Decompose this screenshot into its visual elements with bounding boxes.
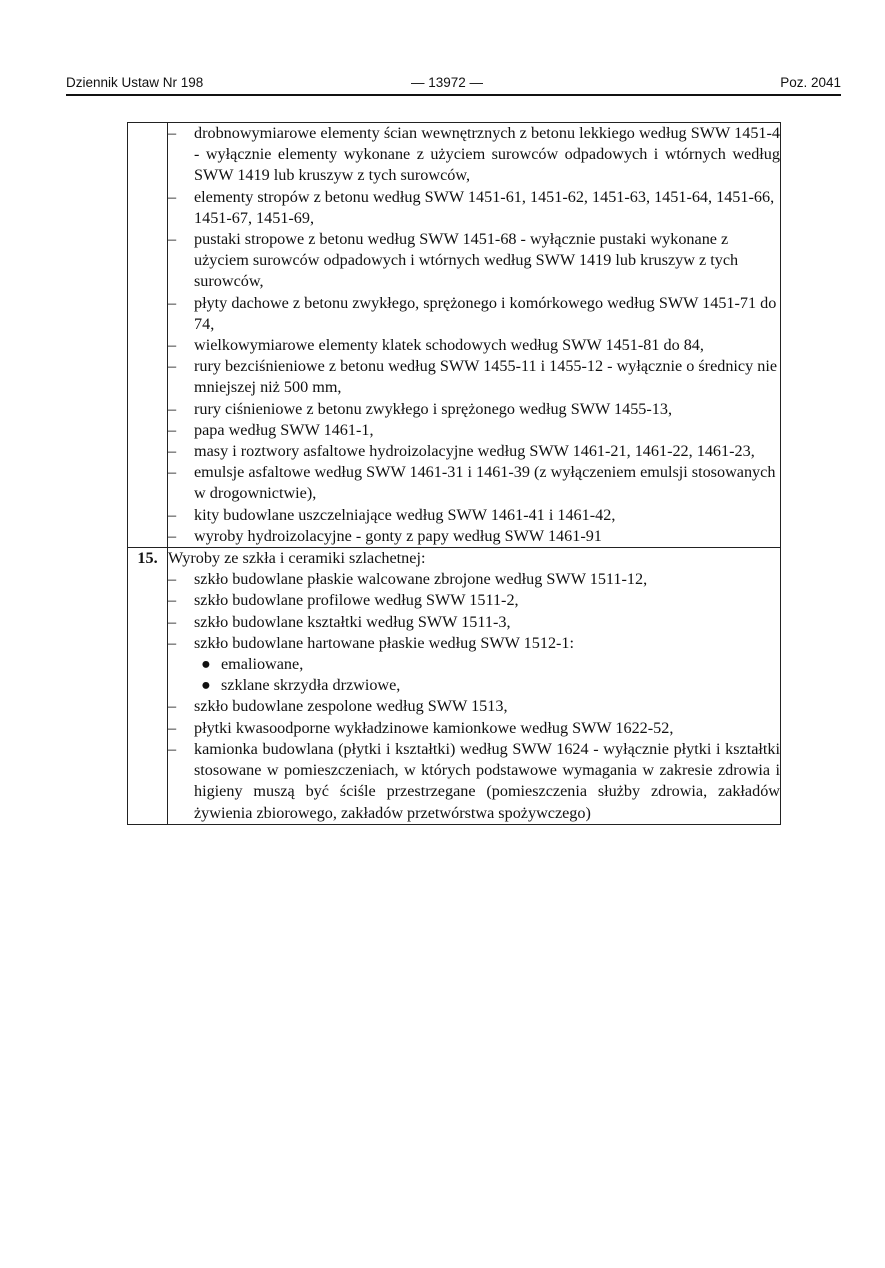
page-header [66,75,841,95]
dash-marker: – [168,570,177,589]
dash-marker: – [168,526,177,545]
dash-marker: – [168,612,177,631]
list-item: – płyty dachowe z betonu zwykłego, sprężonego i komórkowego według SWW 1451-71 do 74, [168,293,777,333]
list-item: – rury bezciśnieniowe z betonu według SWW 1455-11 i 1455-12 - wyłącznie o średnicy nie mniejszej niż 500 mm, [168,357,778,397]
sub-list-item: ● emaliowane, [168,654,780,675]
list-item: – masy i roztwory asfaltowe hydroizolacyjne według SWW 1461-21, 1461-22, 1461-23, [168,441,780,462]
dash-marker: – [168,336,177,355]
regulation-table [127,122,781,825]
dash-marker: – [168,739,177,758]
list-item: – płytki kwasoodporne wykładzinowe kamionkowe według SWW 1622-52, [168,718,780,739]
dash-marker: – [168,357,177,376]
row-content [168,548,781,825]
bullet-icon: ● [201,676,211,695]
dash-marker: – [168,442,177,461]
dash-marker: – [168,718,177,737]
dash-marker: – [168,293,177,312]
section-heading: Wyroby ze szkła i ceramiki szlachetnej: [168,549,426,568]
position-number: Poz. 2041 [780,75,841,90]
dash-marker: – [168,399,177,418]
row-number [128,123,168,548]
dash-marker: – [168,591,177,610]
dash-marker: – [168,463,177,482]
list-item: – szkło budowlane kształtki według SWW 1511-3, [168,612,780,633]
list-item: – szkło budowlane płaskie walcowane zbrojone według SWW 1511-12, [168,569,780,590]
dash-marker: – [168,697,177,716]
dash-marker: – [168,505,177,524]
list-item: – wyroby hydroizolacyjne - gonty z papy według SWW 1461-91 [168,526,780,547]
journal-title: Dziennik Ustaw Nr 198 [66,75,204,90]
row-content [168,123,781,548]
dash-marker: – [168,230,177,249]
dash-marker: – [168,633,177,652]
row-number: 15. [128,548,168,825]
table-row [128,123,781,548]
dash-marker: – [168,187,177,206]
header-rule [66,94,841,96]
dash-marker: – [168,420,177,439]
list-item: – pustaki stropowe z betonu według SWW 1451-68 - wyłącznie pustaki wykonane z użyciem surowców odpadowych i wtórnych według SWW 1419 lub kruszyw z tych surowców, [168,230,739,291]
list-item: – szkło budowlane zespolone według SWW 1513, [168,696,780,717]
table-row [128,548,781,825]
list-item: – szkło budowlane hartowane płaskie według SWW 1512-1: [168,633,780,654]
list-item: – elementy stropów z betonu według SWW 1451-61, 1451-62, 1451-63, 1451-64, 1451-66, 1451-67, 1451-69, [168,187,775,227]
dash-marker: – [168,124,177,142]
bullet-icon: ● [201,655,211,674]
list-item: – drobnowymiarowe elementy ścian wewnętrznych z betonu lekkiego według SWW 1451-4 - wyłącznie elementy wykonane z użyciem surowców odpadowych i wtórnych według SWW 1419 lub kruszyw z tych surowców, [168,124,780,185]
sub-list-item: ● szklane skrzydła drzwiowe, [168,675,780,696]
list-item: – szkło budowlane profilowe według SWW 1511-2, [168,590,780,611]
list-item: – kity budowlane uszczelniające według SWW 1461-41 i 1461-42, [168,505,780,526]
list-item: – rury ciśnieniowe z betonu zwykłego i sprężonego według SWW 1455-13, [168,399,780,420]
list-item: – emulsje asfaltowe według SWW 1461-31 i 1461-39 (z wyłączeniem emulsji stosowanych w drogownictwie), [168,463,776,503]
list-item: – wielkowymiarowe elementy klatek schodowych według SWW 1451-81 do 84, [168,335,780,356]
list-item: – papa według SWW 1461-1, [168,420,780,441]
page-number: — 13972 — [411,75,484,90]
list-item: – kamionka budowlana (płytki i kształtki) według SWW 1624 - wyłącznie płytki i kształtki stosowane w pomieszczeniach, w których podstawowe wymagania w zakresie zdrowia i higieny muszą być ściśle przestrzegane (pomieszczenia służby zdrowia, zakładów żywienia zbiorowego, zakładów przetwórstwa spożywczego) [168,739,780,822]
